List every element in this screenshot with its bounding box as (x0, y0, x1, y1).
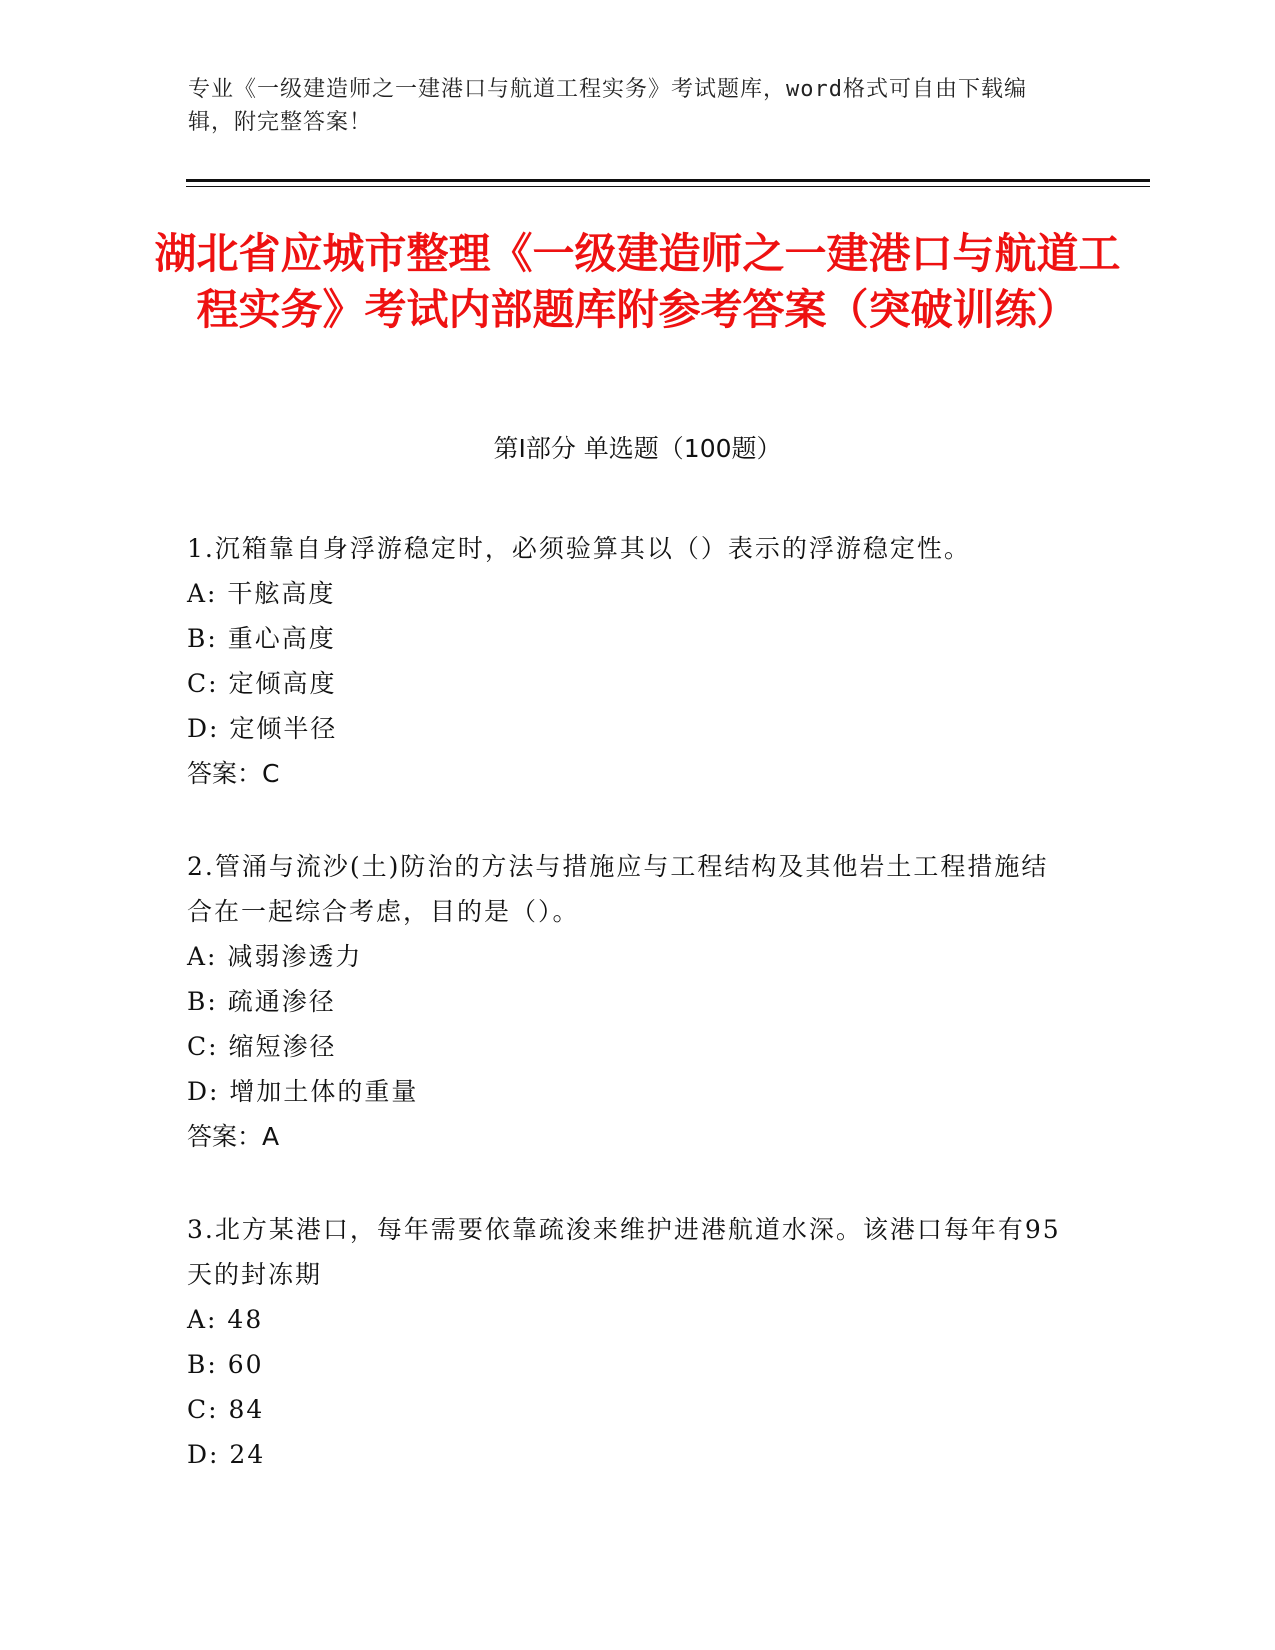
option-d: D: 24 (187, 1440, 266, 1469)
option-c: C: 84 (187, 1395, 265, 1424)
header-note: 专业《一级建造师之一建港口与航道工程实务》考试题库，word格式可自由下载编辑，附完整答案！ (188, 77, 1027, 135)
option-b: B: 重心高度 (187, 624, 336, 653)
question-1 (187, 526, 1067, 796)
section-heading: 第Ⅰ部分 单选题（100题） (493, 434, 782, 463)
option-c: C: 缩短渗径 (187, 1032, 337, 1061)
question-stem: 3.北方某港口，每年需要依靠疏浚来维护进港航道水深。该港口每年有95天的封冻期 (187, 1215, 1061, 1289)
option-a: A: 减弱渗透力 (187, 942, 363, 971)
option-b: B: 疏通渗径 (187, 987, 336, 1016)
option-d: D: 增加土体的重量 (187, 1077, 419, 1106)
option-b: B: 60 (187, 1350, 264, 1379)
header-divider-thin (186, 186, 1150, 187)
question-stem: 2.管涌与流沙(土)防治的方法与措施应与工程结构及其他岩土工程措施结合在一起综合考虑，目的是（）。 (187, 852, 1049, 926)
answer-line: 答案：A (187, 1122, 280, 1151)
question-2 (187, 844, 1067, 1159)
option-d: D: 定倾半径 (187, 714, 338, 743)
document-title: 湖北省应城市整理《一级建造师之一建港口与航道工程实务》考试内部题库附参考答案（突破训练） (154, 229, 1121, 334)
option-c: C: 定倾高度 (187, 669, 337, 698)
header-divider-thick (186, 179, 1150, 182)
option-a: A: 48 (187, 1305, 264, 1334)
question-stem: 1.沉箱靠自身浮游稳定时，必须验算其以（）表示的浮游稳定性。 (187, 534, 971, 563)
question-3 (187, 1207, 1067, 1477)
question-list (187, 526, 1067, 1525)
option-a: A: 干舷高度 (187, 579, 336, 608)
answer-line: 答案：C (187, 759, 280, 788)
